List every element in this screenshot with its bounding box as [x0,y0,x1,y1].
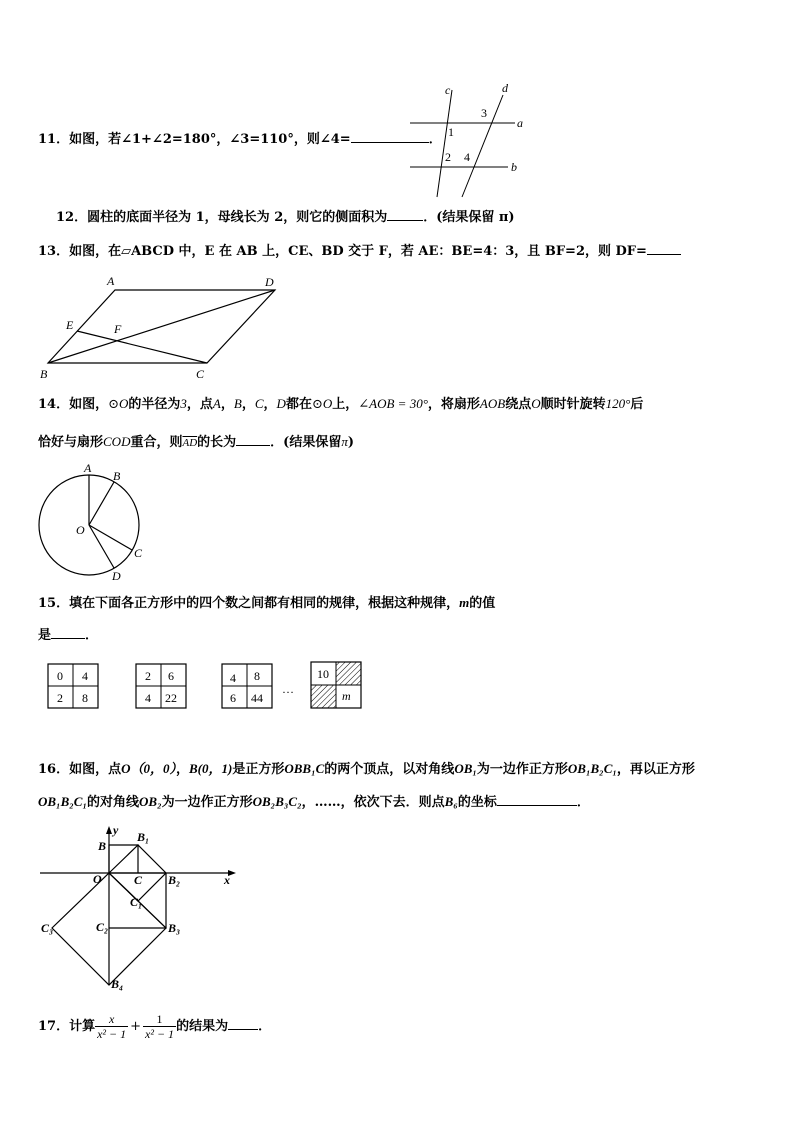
label-C2: C₂ [96,920,109,934]
q16-t2: ， [175,762,189,777]
q16-t10: 的坐标 [457,795,497,810]
label-O: O [93,872,102,886]
q14-t12: 的长为 [197,435,237,450]
label-C1: C₁ [130,895,143,909]
sq4-tl: 10 [317,667,329,681]
label-F: F [114,322,122,336]
q16-t7: 的对角线 [87,795,140,810]
q16-ob2: OB₂ [139,794,162,809]
sq3-br: 44 [251,691,263,705]
q15-m: m [459,595,470,610]
sq1-tl: 0 [57,669,63,683]
q14-AOB: AOB [479,396,506,411]
label-B1: B₁ [137,830,150,844]
q16-point-O: O（0，0） [121,761,176,776]
q15-t3: 是 [38,628,52,643]
q14-t13: ．(结果保留 [270,435,342,450]
sq2-tl: 2 [145,669,151,683]
q14-comma2: ， [241,397,255,412]
circle-symbol: ⊙ [108,396,119,411]
q14-rotation: 120° [605,396,631,411]
q14-comma3: ， [263,397,277,412]
sq4-br: m [342,689,351,703]
q14-t5: 上， [332,397,359,412]
sq2-br: 22 [165,691,177,705]
label-angle-2: 2 [445,150,451,164]
label-C: C [134,873,143,887]
q16-t5: 为一边作正方形 [476,762,568,777]
q15-t1: 15．填在下面各正方形中的四个数之间都有相同的规律，根据这种规律， [38,596,460,611]
label-angle-3: 3 [481,106,487,120]
q14-angle: ∠AOB = 30° [358,396,428,411]
sq2-bl: 4 [145,691,151,705]
label-x: x [224,873,230,887]
ellipsis: … [282,682,294,696]
fraction-2-numerator: 1 [143,1012,176,1027]
q16-sq1: OBB₁C [284,761,325,776]
q14-t2: 的半径为 [128,397,181,412]
q14-t14: ) [347,435,354,450]
q13-text: 13．如图，在▱ABCD 中，E 在 AB 上，CE、BD 交于 F，若 AE：BE=4：3，且 BF=2，则 DF= [38,244,647,259]
q14-A: A [212,396,221,411]
q14-O3: O [531,396,541,411]
q14-O2: O [322,396,333,411]
q14-t8: 顺时针旋转 [540,397,606,412]
sq3-bl: 6 [230,691,236,705]
sq1-bl: 2 [57,691,63,705]
q14-t3: ，点 [186,397,213,412]
label-B: B [98,839,107,853]
sq3-tr: 8 [254,669,260,683]
q15-t4: ． [85,628,99,643]
q17-t3: ． [258,1019,272,1034]
q14-t6: ，将扇形 [427,397,480,412]
label-angle-1: 1 [448,125,454,139]
label-O: O [76,523,85,537]
label-D: D [265,275,274,289]
q17-answer-blank[interactable] [228,1015,258,1030]
q14-B: B [233,396,242,411]
q11-text: 11．如图，若∠1+∠2=180°，∠3=110°，则∠4= [38,132,351,147]
label-D: D [112,569,121,583]
q14-t7: 绕点 [505,397,532,412]
q14-t9: 后 [630,397,644,412]
label-a: a [517,116,523,130]
sq1-br: 8 [82,691,88,705]
q14-COD: COD [103,434,131,449]
q14-C: C [254,396,264,411]
fraction-1-numerator: x [95,1012,128,1027]
q14-O: O [119,396,129,411]
label-B3: B₃ [168,921,181,935]
label-E: E [66,318,74,332]
fraction-1 [95,1012,128,1041]
q16-t1: 16．如图，点 [38,762,122,777]
q14-t11: 重合，则 [130,435,183,450]
sq2-tr: 6 [168,669,174,683]
q16-t9: ，……，依次下去．则点 [301,795,445,810]
fraction-2-denominator: x² − 1 [145,1027,175,1041]
label-A: A [107,274,115,288]
fraction-1-denominator: x² − 1 [97,1027,127,1041]
q16-ob1: OB₁ [454,761,477,776]
label-d: d [502,81,508,95]
q16-sq2b: OB₁B₂C₁ [38,794,87,809]
q16-t11: ． [576,795,590,810]
q16-sq3: OB₂B₃C₂ [252,794,302,809]
q12-end: ．(结果保留 π) [423,210,515,225]
label-C3: C₃ [41,921,54,935]
q14-radius: 3 [180,396,187,411]
q14-t1: 14．如图， [38,397,109,412]
sq3-tl: 4 [230,671,236,685]
q16-sq2: OB₁B₂C₁ [567,761,617,776]
circle-symbol-2: ⊙ [311,396,323,411]
q17-t2: 的结果为 [176,1019,229,1034]
label-b: b [511,160,517,174]
q14-t4: 都在 [285,397,312,412]
y-axis-arrow [106,826,112,834]
q15-t2: 的值 [469,596,496,611]
label-B: B [113,469,121,483]
q14-D: D [276,396,286,411]
q16-t4: 的两个顶点，以对角线 [324,762,455,777]
q14-pi: π [341,434,348,449]
q17-t1: 17．计算 [38,1019,96,1034]
question-17 [38,1010,271,1044]
q12-text: 12．圆柱的底面半径为 1，母线长为 2，则它的侧面积为 [56,210,388,225]
fraction-2 [143,1012,176,1041]
label-c: c [445,83,451,97]
plus-sign: + [130,1019,142,1034]
label-B2: B₂ [168,873,181,887]
q14-t10: 恰好与扇形 [38,435,104,450]
q14-comma1: ， [220,397,234,412]
label-A: A [84,461,92,475]
q16-point-B: B(0，1) [189,761,233,776]
sq1-tr: 4 [82,669,88,683]
label-B: B [40,367,48,381]
q16-t8: 为一边作正方形 [161,795,253,810]
label-angle-4: 4 [464,150,470,164]
q16-t6: ，再以正方形 [616,762,695,777]
q16-b6: B₆ [444,794,458,809]
label-y: y [113,823,119,837]
label-B4: B₄ [111,977,124,991]
q16-t3: 是正方形 [232,762,285,777]
q11-end: ． [428,132,442,147]
label-C: C [196,367,205,381]
label-C: C [134,546,143,560]
q14-arc-AD: $\overline{AD}$ [182,437,198,449]
